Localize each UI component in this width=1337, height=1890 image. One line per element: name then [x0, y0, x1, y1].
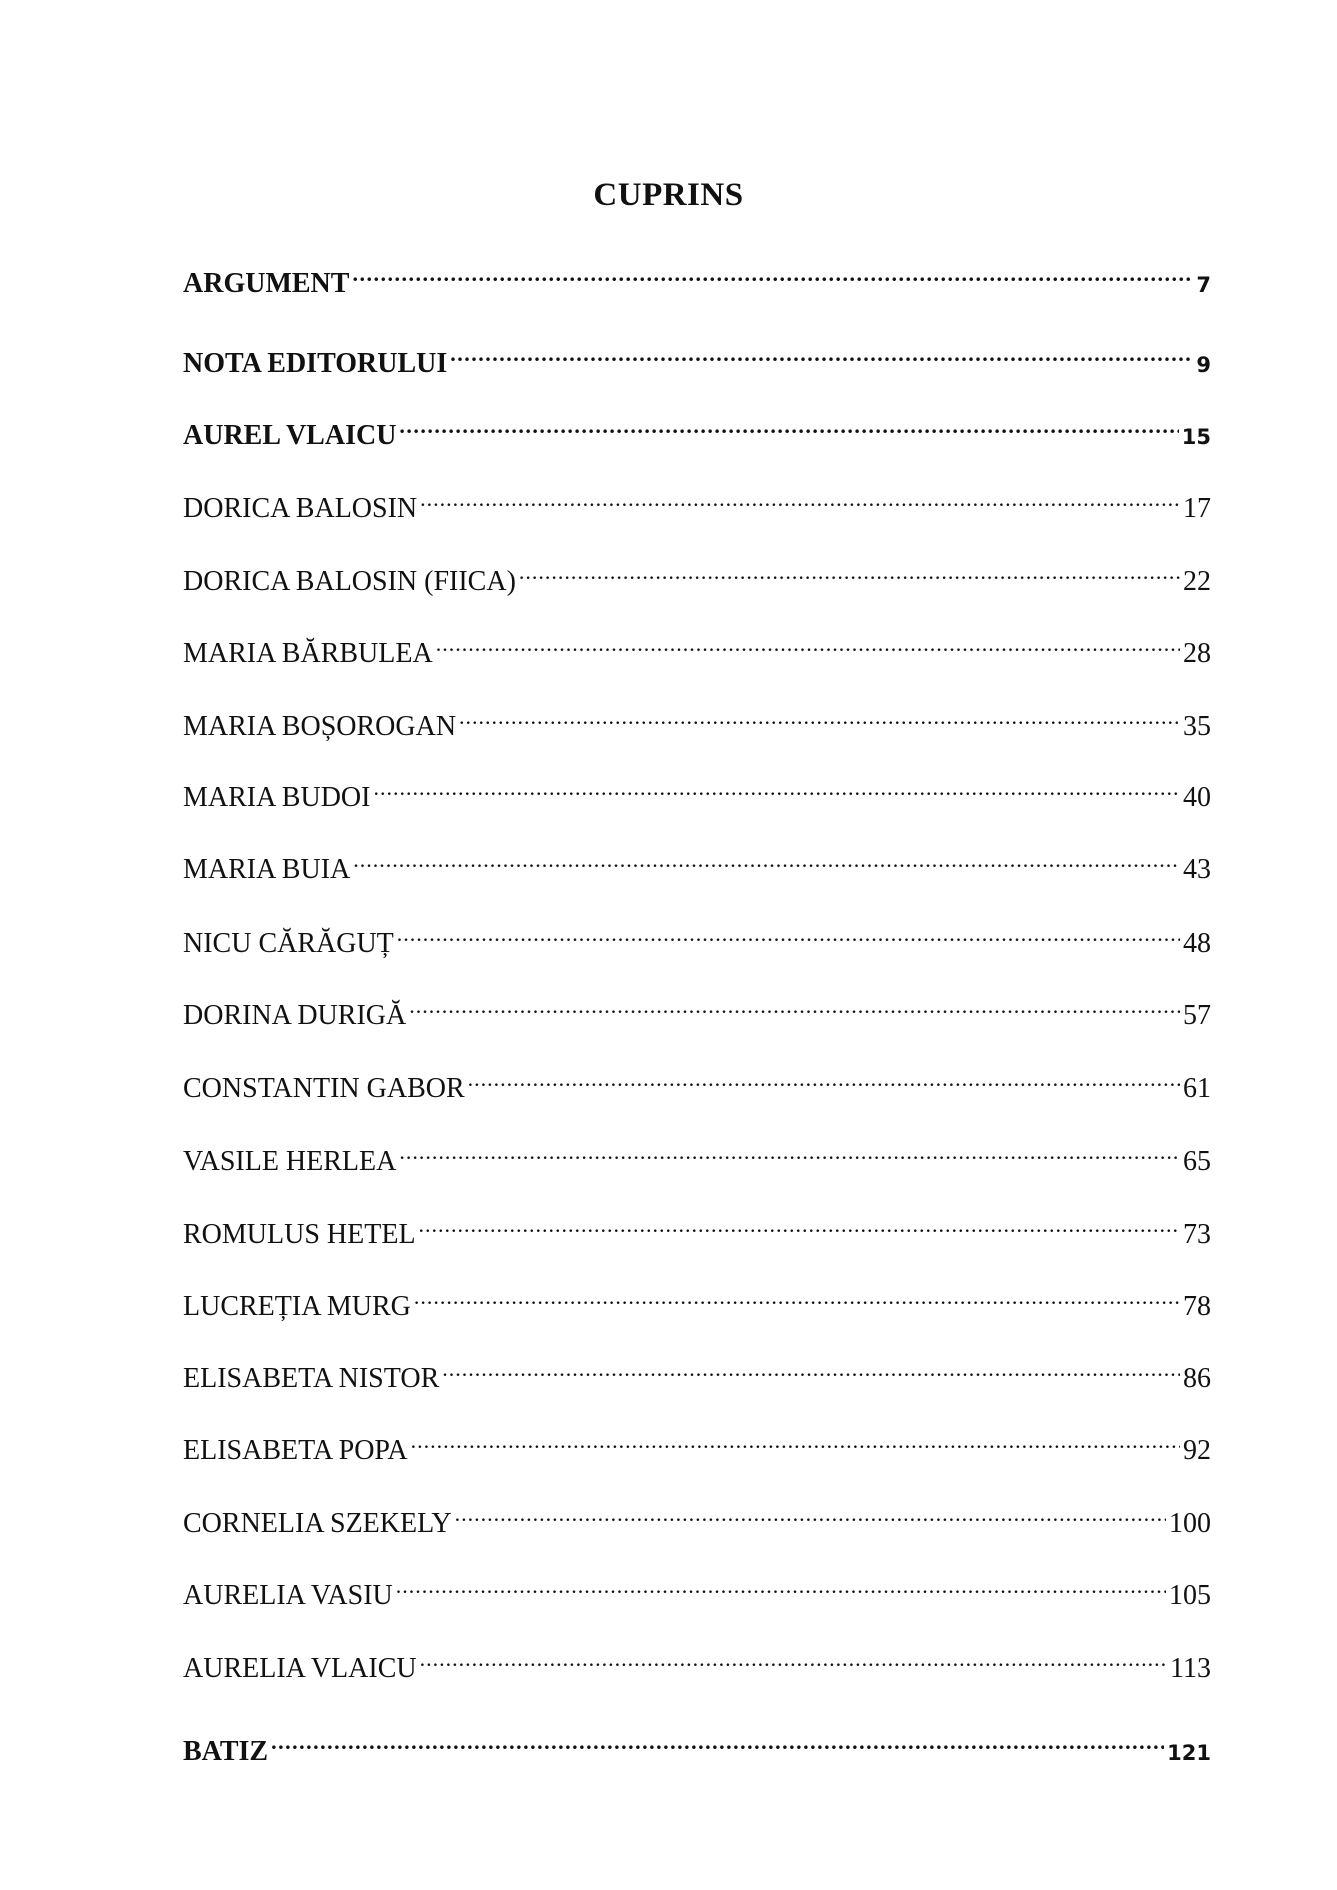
toc-entry — [183, 404, 1211, 451]
toc-dot-leader — [373, 766, 1180, 806]
toc-dot-leader — [399, 1130, 1180, 1170]
toc-entry — [183, 1275, 1211, 1322]
toc-entry-page-number: 22 — [1183, 566, 1211, 597]
toc-entry-label: ELISABETA NISTOR — [183, 1363, 440, 1394]
toc-dot-leader — [399, 404, 1178, 444]
toc-entry-page-number: 17 — [1183, 493, 1211, 524]
toc-entry — [183, 1564, 1211, 1611]
toc-entry-label: ARGUMENT — [183, 268, 350, 299]
toc-entry-label: NICU CĂRĂGUȚ — [183, 928, 394, 959]
toc-entry — [183, 1347, 1211, 1394]
toc-dot-leader — [414, 1275, 1180, 1315]
toc-entry — [183, 550, 1211, 597]
toc-entry-label: MARIA BOȘOROGAN — [183, 711, 457, 742]
toc-entry-page-number: 28 — [1183, 638, 1211, 669]
toc-dot-leader — [519, 550, 1180, 590]
toc-dot-leader — [411, 1419, 1180, 1459]
toc-entry — [183, 1057, 1211, 1104]
toc-entry — [183, 1203, 1211, 1250]
toc-entry-label: NOTA EDITORULUI — [183, 348, 448, 379]
toc-entry-page-number: 73 — [1183, 1219, 1211, 1250]
toc-entry — [183, 695, 1211, 742]
toc-dot-leader — [396, 1564, 1166, 1604]
toc-entry-label: CORNELIA SZEKELY — [183, 1508, 452, 1539]
toc-dot-leader — [420, 1637, 1167, 1677]
toc-entry-label: ELISABETA POPA — [183, 1435, 408, 1466]
toc-dot-leader — [436, 622, 1180, 662]
toc-entry-label: MARIA BĂRBULEA — [183, 638, 433, 669]
toc-dot-leader — [455, 1492, 1166, 1532]
toc-dot-leader — [419, 1203, 1180, 1243]
toc-entry-page-number: 40 — [1183, 782, 1211, 813]
toc-entry-label: LUCREȚIA MURG — [183, 1291, 411, 1322]
toc-dot-leader — [397, 912, 1180, 952]
toc-dot-leader — [420, 477, 1180, 517]
page-title: CUPRINS — [593, 177, 744, 213]
toc-entry — [183, 1637, 1211, 1684]
toc-dot-leader — [450, 332, 1193, 372]
toc-entry — [183, 477, 1211, 524]
toc-entry-page-number: 15 — [1181, 425, 1211, 449]
toc-entry — [183, 766, 1211, 813]
toc-entry-label: MARIA BUIA — [183, 854, 351, 885]
toc-dot-leader — [409, 984, 1180, 1024]
toc-entry-label: DORICA BALOSIN — [183, 493, 418, 524]
toc-entry-label: BATIZ — [183, 1736, 269, 1767]
toc-entry-label: CONSTANTIN GABOR — [183, 1073, 465, 1104]
toc-entry-page-number: 57 — [1183, 1000, 1211, 1031]
toc-dot-leader — [352, 252, 1193, 292]
toc-entry-page-number: 61 — [1183, 1073, 1211, 1104]
toc-entry-page-number: 92 — [1183, 1435, 1211, 1466]
toc-entry-page-number: 35 — [1183, 711, 1211, 742]
toc-entry-page-number: 9 — [1196, 353, 1211, 377]
toc-entry-page-number: 121 — [1167, 1741, 1211, 1765]
toc-entry — [183, 1419, 1211, 1466]
toc-entry-page-number: 78 — [1183, 1291, 1211, 1322]
toc-entry-page-number: 105 — [1169, 1580, 1211, 1611]
toc-entry — [183, 838, 1211, 885]
toc-entry — [183, 912, 1211, 959]
toc-dot-leader — [459, 695, 1180, 735]
toc-entry-page-number: 65 — [1183, 1146, 1211, 1177]
toc-entry — [183, 1492, 1211, 1539]
toc-entry — [183, 252, 1211, 299]
toc-entry-label: DORICA BALOSIN (FIICA) — [183, 566, 516, 597]
toc-entry — [183, 1720, 1211, 1767]
toc-dot-leader — [271, 1720, 1164, 1760]
toc-entry-label: AURELIA VASIU — [183, 1580, 393, 1611]
toc-entry-page-number: 86 — [1183, 1363, 1211, 1394]
toc-entry — [183, 622, 1211, 669]
toc-entry-label: AURELIA VLAICU — [183, 1653, 417, 1684]
toc-dot-leader — [442, 1347, 1180, 1387]
toc-entry-label: ROMULUS HETEL — [183, 1219, 416, 1250]
toc-entry — [183, 1130, 1211, 1177]
toc-entry-label: AUREL VLAICU — [183, 420, 397, 451]
toc-dot-leader — [353, 838, 1180, 878]
toc-dot-leader — [468, 1057, 1180, 1097]
toc-entry-label: DORINA DURIGĂ — [183, 1000, 407, 1031]
toc-entry-page-number: 48 — [1183, 928, 1211, 959]
toc-entry-page-number: 7 — [1196, 273, 1211, 297]
toc-entry-label: MARIA BUDOI — [183, 782, 371, 813]
toc-entry-page-number: 113 — [1170, 1653, 1211, 1684]
toc-entry — [183, 984, 1211, 1031]
toc-entry-page-number: 43 — [1183, 854, 1211, 885]
toc-entry-page-number: 100 — [1169, 1508, 1211, 1539]
toc-entry — [183, 332, 1211, 379]
toc-entry-label: VASILE HERLEA — [183, 1146, 397, 1177]
